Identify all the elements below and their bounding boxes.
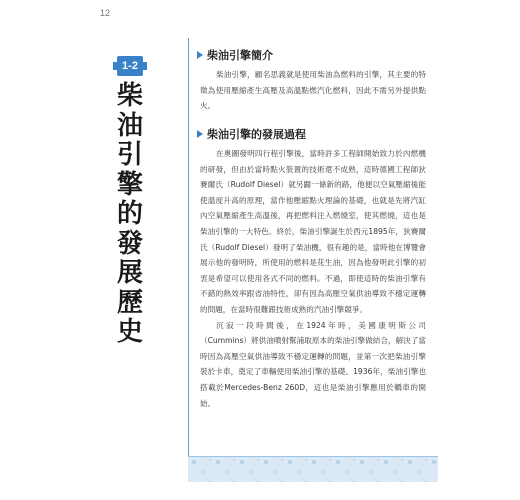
paragraph: 沉寂一段時間後，在1924年時，美國康明斯公司（Cummins）將供油噴射幫浦取原本的柴油引擎做結合，解決了當時因為高壓空氣供油導致不穩定運轉的問題，並第一次把柴油引擎裝於卡車，奠定了車輛使用柴油引擎的基礎。1936年，柴油引擎也搭載於Mercedes-Benz 260D，這也是柴油引擎應用於轎車的開始。 <box>200 320 426 408</box>
section-body-history <box>200 146 426 411</box>
section-heading-label: 柴油引擎簡介 <box>207 49 273 62</box>
section-heading-history <box>197 126 306 142</box>
decorative-pattern-band <box>188 456 438 482</box>
section-body-intro <box>200 67 426 114</box>
section-heading-label: 柴油引擎的發展過程 <box>207 128 306 141</box>
triangle-bullet-icon <box>197 130 203 138</box>
chapter-number-badge: 1-2 <box>117 56 143 76</box>
page-number: 12 <box>100 8 111 18</box>
vertical-divider <box>188 38 189 456</box>
paragraph: 柴油引擎，顧名思義就是使用柴油為燃料的引擎，其主要的特徵為使用壓縮產生高壓及高溫點燃汽化燃料，因此不需另外提供點火。 <box>200 70 426 111</box>
paragraph: 在奧圖發明四行程引擎後，當時許多工程師開始致力於內燃機的研發，但由於當時點火裝置的技術還不成熟，這時德國工程師狄賽爾氏（Rudolf Diesel）就另闢一條新的路，他便以空氣壓縮後能使溫度升高的原理，當作他壓縮點火理論的基礎，也就是先將汽缸內空氣壓縮產生高溫後，再把燃料注入燃燒室，使其燃燒，這也是柴油引擎的一大特色。終於，柴油引擎誕生於西元1895年，狄賽爾氏（Rudolf Diesel）發明了柴油機，很有趣的是，當時他在博覽會展示他的發明時，所使用的燃料是花生油，因為他發明此引擎的初衷是希望可以使用各式不同的燃料。不過，即使這時的柴油引擎有不錯的熱效率跟省油特性，卻有因為高壓空氣供油導致不穩定運轉的問題，在當時很難跟技術成熟的汽油引擎競爭。 <box>200 149 426 314</box>
section-heading-intro <box>197 47 273 63</box>
chapter-title: 柴油引擎的發展歷史 <box>116 81 143 347</box>
triangle-bullet-icon <box>197 51 203 59</box>
band-edge-line <box>188 456 438 457</box>
